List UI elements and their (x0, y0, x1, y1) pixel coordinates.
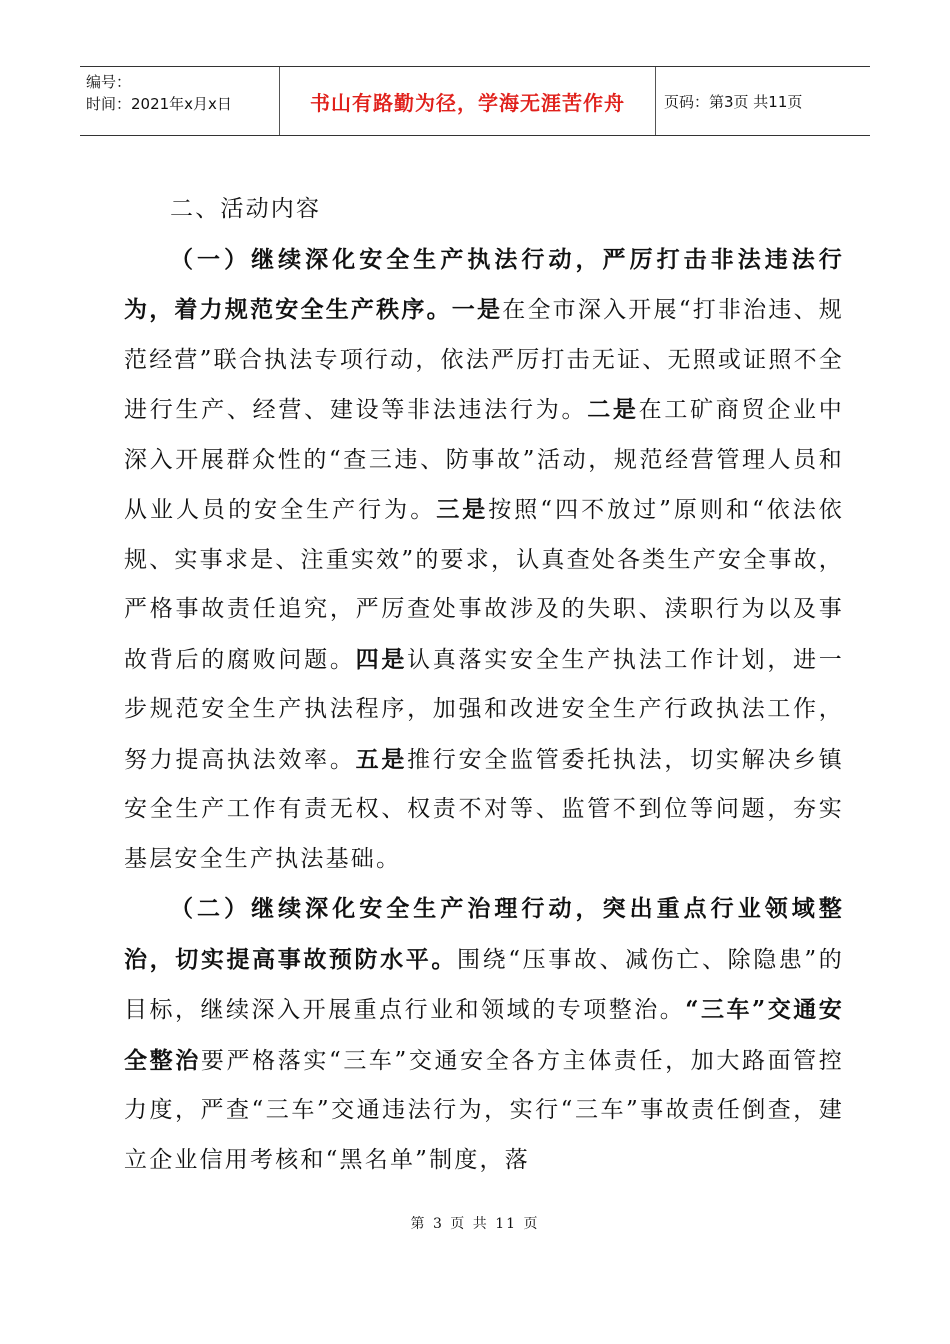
paragraph-text: 围绕“压事故、减伤亡、除隐患”的目标，继续深入开展重点行业和领域的专项整治。 (124, 946, 845, 1023)
keyword-fourth: 四是 (355, 645, 408, 673)
number-label: 编号： (86, 73, 132, 91)
header-motto-cell (280, 67, 656, 135)
paragraph-text: 要严格落实“三车”交通安全各方主体责任，加大路面管控力度，严查“三车”交通违法行为，实行“三车”事故责任倒查，建立企业信用考核和“黑名单”制度，落 (124, 1047, 844, 1173)
header-meta-cell (80, 67, 280, 135)
paragraph-governance (124, 884, 844, 1185)
document-body (124, 185, 844, 1185)
motto-text: 书山有路勤为径，学海无涯苦作舟 (310, 90, 625, 115)
header-page-cell (656, 67, 870, 135)
keyword-third: 三是 (436, 496, 489, 523)
keyword-first: 一是 (451, 296, 503, 323)
keyword-three-vehicles: “三车”交通安全整治 (124, 996, 844, 1074)
keyword-second: 二是 (587, 396, 639, 423)
paragraph-text: 认真落实安全生产执法工作计划，进一步规范安全生产执法程序，加强和改进安全生产行政执法工作，努力提高执法效率。 (124, 646, 844, 773)
paragraph-heading: （一）继续深化安全生产执法行动，严厉打击非法违法行为，着力规范安全生产秩序。 (124, 245, 844, 323)
time-label: 时间：2021年x月x日 (86, 95, 232, 113)
page-label: 页码：第3页 共11页 (664, 92, 803, 111)
paragraph-text: 在全市深入开展“打非治违、规范经营”联合执法专项行动，依法严厉打击无证、无照或证照不全进行生产、经营、建设等非法违法行为。 (124, 297, 844, 423)
paragraph-heading: （二）继续深化安全生产治理行动，突出重点行业领域整治，切实提高事故预防水平。 (124, 895, 844, 973)
paragraph-text: 推行安全监管委托执法，切实解决乡镇安全生产工作有责无权、权责不对等、监管不到位等问题，夯实基层安全生产执法基础。 (124, 746, 844, 872)
paragraph-enforcement (124, 235, 844, 885)
page-footer: 第 3 页 共 11 页 (410, 1216, 540, 1232)
section-title: 二、活动内容 (170, 196, 322, 222)
paragraph-text: 在工矿商贸企业中深入开展群众性的“查三违、防事故”活动，规范经营管理人员和从业人员的安全生产行为。 (124, 397, 844, 523)
keyword-fifth: 五是 (355, 745, 408, 773)
paragraph-text: 按照“四不放过”原则和“依法依规、实事求是、注重实效”的要求，认真查处各类生产安全事故，严格事故责任追究，严厉查处事故涉及的失职、渎职行为以及事故背后的腐败问题。 (124, 497, 844, 673)
document-header (80, 66, 870, 136)
